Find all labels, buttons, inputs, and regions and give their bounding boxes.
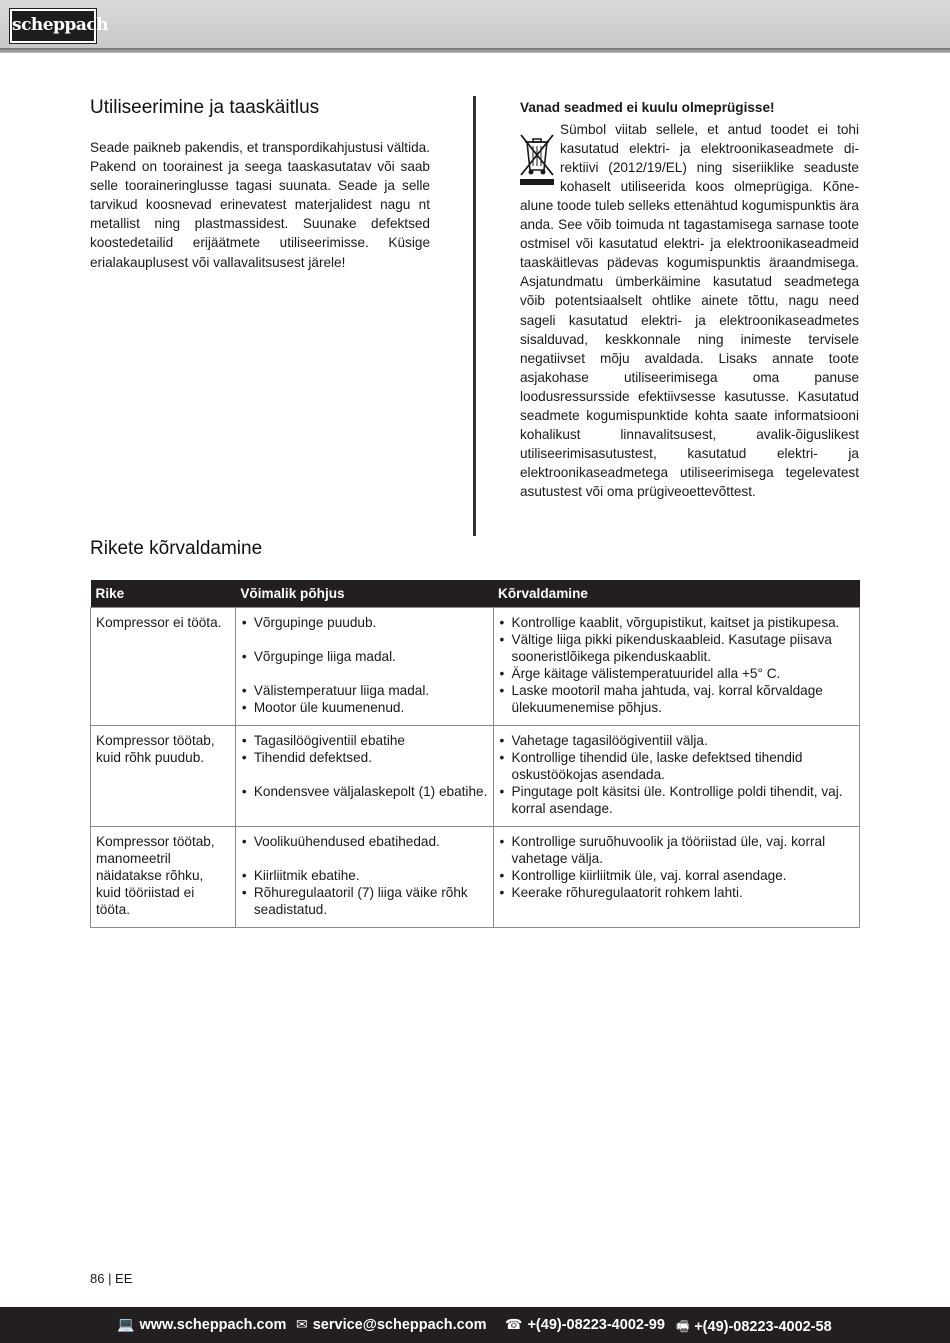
weee-line: kasutatud elektri- ja elektroonikaseadmete di- [560, 141, 859, 157]
remedy-cell [493, 608, 859, 726]
remedy-item: • Laske mootoril maha jahtuda, vaj. korral kõrvaldage ülekuumenemise põhjus. [499, 682, 854, 716]
cause-item: • Kondensvee väljalaskepolt (1) ebatihe. [241, 783, 488, 800]
fault-cell: Kompressor ei tööta. [91, 608, 236, 726]
computer-icon: 💻 [117, 1316, 135, 1332]
weee-title: Vanad seadmed ei kuulu olmeprügisse! [520, 100, 775, 115]
fax-icon: 🖷 [676, 1318, 690, 1334]
fax-number: +(49)-08223-4002-58 [694, 1319, 832, 1335]
weee-line: kohaselt utiliseerida koos olmeprügiga. Kõne- [560, 179, 859, 195]
weee-text: alune toode tuleb selleks ettenähtud kogumispunktis ära anda. See võib toimuda nt tagastamisega sarnase toote ostmisel või kasutatud elektri- ja elektroonikaseadmeid taaskäitlevas pädevas kogumispunktis äraandmisega. Asjatundmatu ümberkäimine kasutatud seadmetega võib potentsiaalselt ohtlike ainete tõttu, nagu need sageli kasutatud elektri- ja elektroonikaseadmetes sisalduvad, keskkonnale ning inimeste tervisele negatiivset mõju avaldada. Lisaks annate toote asjakohase utiliseerimisega oma panuse loodusressursside efektiivsesse kasutusse. Kasutatud seadmete kogumispunktide kohta saate informatsiooni kohalikust linnavalitsusest, avalik-õiguslikest utiliseerimisasutustest, kasutatud elektri- ja elektroonikaseadmetega utiliseerimisega tegelevatest asutustest või oma prügiveoettevõttest. [520, 198, 859, 500]
cause-item: • Mootor üle kuumenenud. [241, 699, 488, 716]
cause-item: • Rõhuregulaatoril (7) liiga väike rõhk seadistatud. [241, 884, 488, 918]
footer-bar [0, 1307, 950, 1343]
column-header: Rike [91, 580, 236, 608]
weee-line: rektiivi (2012/19/EL) ning siseriiklike seaduste [560, 160, 859, 176]
remedy-item: • Kontrollige kaablit, võrgupistikut, kaitset ja pistikupesa. [499, 614, 854, 631]
fault-cell: Kompressor töötab, manomeetril näidatakse rõhku, kuid tööriistad ei tööta. [91, 827, 236, 928]
table-row [91, 608, 860, 726]
phone-number: +(49)-08223-4002-99 [527, 1317, 665, 1333]
remedy-item: • Ärge käitage välistemperatuuridel alla +5° C. [499, 665, 854, 682]
cause-item: • Tihendid defektsed. [241, 749, 488, 766]
table-row [91, 827, 860, 928]
cause-item: • Tagasilöögiventiil ebatihe [241, 732, 488, 749]
footer-phone [505, 1316, 665, 1333]
cause-item: • Võrgupinge liiga madal. [241, 648, 488, 665]
remedy-item: • Pingutage polt käsitsi üle. Kontrollige poldi tihendit, vaj. korral asendage. [499, 783, 854, 817]
cause-cell [235, 726, 493, 827]
fault-cell: Kompressor töötab, kuid rõhk puudub. [91, 726, 236, 827]
remedy-cell [493, 827, 859, 928]
table-header-row [91, 580, 860, 608]
weee-line: Sümbol viitab sellele, et antud toodet ei tohi [560, 122, 859, 137]
cause-cell [235, 827, 493, 928]
scheppach-logo: scheppach [10, 9, 96, 43]
cause-item: • Kiirliitmik ebatihe. [241, 867, 488, 884]
header-bar [0, 0, 950, 48]
table-row [91, 726, 860, 827]
cause-item: • Võrgupinge puudub. [241, 614, 488, 631]
troubleshooting-table [90, 580, 860, 928]
phone-icon: ☎ [505, 1316, 523, 1332]
disposal-text: Seade paikneb pakendis, et transpordikahjustusi vältida. Pakend on toorainest ja seega taaskasutatav või saab selle tooraineringlusse tagasi suunata. Seade ja selle tarvikud koosnevad erinevatest materjalidest nagu nt metallist ning plastmassidest. Suunake defektsed koostedetailid erijäätmete utiliseerimisse. Küsige erialakauplusest või vallavalitsusest järele! [90, 140, 430, 270]
cause-cell [235, 608, 493, 726]
header-divider [0, 48, 950, 53]
page-number: 86 | EE [90, 1271, 133, 1286]
remedy-item: • Kontrollige kiirliitmik üle, vaj. korral asendage. [499, 867, 854, 884]
footer-website[interactable] [117, 1316, 286, 1333]
remedy-item: • Kontrollige tihendid üle, laske defektsed tihendid oskustöökojas asendada. [499, 749, 854, 783]
website-link[interactable]: www.scheppach.com [139, 1317, 287, 1333]
column-divider [473, 96, 476, 536]
column-header: Võimalik põhjus [235, 580, 493, 608]
cause-item: • Voolikuühendused ebatihedad. [241, 833, 488, 850]
column-header: Kõrvaldamine [493, 580, 859, 608]
troubleshooting-title: Rikete kõrvaldamine [90, 538, 263, 559]
remedy-item: • Vältige liiga pikki pikenduskaableid. Kasutage piisava sooneristlõikega pikenduskaablit. [499, 631, 854, 665]
cause-item: • Välistemperatuur liiga madal. [241, 682, 488, 699]
weee-text-beside-icon [560, 120, 859, 196]
weee-crossed-bin-icon [518, 130, 556, 188]
footer-fax [676, 1316, 832, 1340]
mail-icon: ✉ [296, 1316, 308, 1332]
disposal-title: Utiliseerimine ja taaskäitlus [90, 97, 320, 118]
footer-email[interactable] [296, 1316, 486, 1333]
remedy-item: • Vahetage tagasilöögiventiil välja. [499, 732, 854, 749]
email-link[interactable]: service@scheppach.com [312, 1317, 487, 1333]
remedy-cell [493, 726, 859, 827]
remedy-item: • Keerake rõhuregulaatorit rohkem lahti. [499, 884, 854, 901]
remedy-item: • Kontrollige suruõhuvoolik ja tööriistad üle, vaj. korral vahetage välja. [499, 833, 854, 867]
